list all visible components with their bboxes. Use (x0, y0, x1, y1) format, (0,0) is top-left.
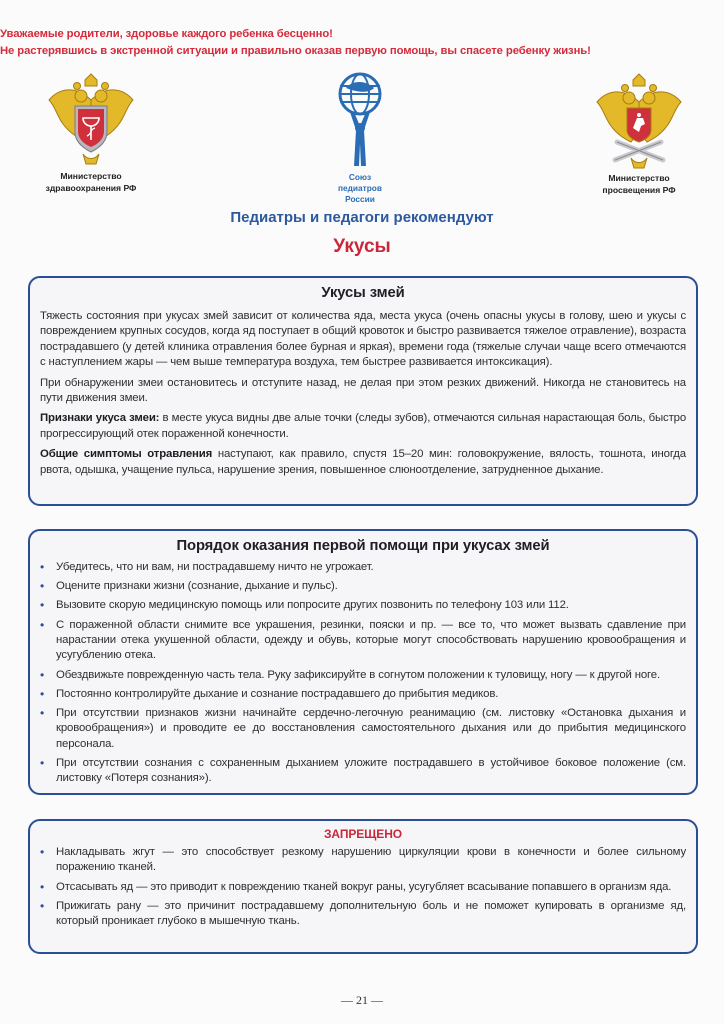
list-item: • Вызовите скорую медицинскую помощь или попросите других позвонить по телефону 103 или 112. (40, 598, 686, 613)
list-item: • Накладывать жгут — это способствует резкому нарушению циркуляции крови в конечности и более сильному поражению тканей. (40, 845, 686, 876)
list-item: • Обездвижьте поврежденную часть тела. Руку зафиксируйте в согнутом положении к туловищу, ногу — к другой ноге. (40, 668, 686, 683)
list-item: • С пораженной области снимите все украшения, резинки, пояски и пр. — все то, что может вызвать сдавление при нарастании отека укушенной области, одежду и обувь, которые могут способствовать нарушению кровообращения и усугублению отека. (40, 618, 686, 664)
list-item: • Убедитесь, что ни вам, ни пострадавшему ничто не угрожает. (40, 560, 686, 575)
logo-ministry-education (573, 72, 705, 196)
first-aid-section (28, 529, 698, 795)
forbidden-list (30, 845, 696, 930)
logo-ministry-health (25, 70, 157, 194)
logo-caption-ministry-education-2: просвещения РФ (602, 185, 676, 195)
logo-caption-union-2: педиатров (338, 183, 382, 193)
logo-caption-union-3: России (345, 194, 375, 204)
page-subtitle: Педиатры и педагоги рекомендуют (230, 209, 494, 226)
logo-caption-ministry-education-1: Министерство (608, 173, 670, 183)
snake-bites-title: Укусы змей (321, 285, 405, 301)
logo-caption-ministry-health-2: здравоохранения РФ (45, 183, 137, 193)
bite-signs-paragraph (30, 411, 696, 442)
snake-encounter-paragraph: При обнаружении змеи остановитесь и отступите назад, не делая при этом резких движений. Никогда не становитесь на пути движения змеи. (40, 376, 686, 405)
poisoning-symptoms-text: наступают, как правило, спустя 15–20 мин: головокружение, вялость, тошнота, иногда рвота, одышка, учащение пульса, нарушение зрения, повышенное слюноотделение, затрудненное дыхание. (40, 448, 686, 476)
bite-signs-label: Признаки укуса змеи: (40, 412, 160, 425)
list-item: • При отсутствии сознания с сохраненным дыханием уложите пострадавшего в устойчивое боковое положение (см. листовку «Потеря сознания»). (40, 756, 686, 787)
list-item: • Оцените признаки жизни (сознание, дыхание и пульс). (40, 579, 686, 594)
bite-signs-text: в месте укуса видны две алые точки (следы зубов), отмечаются сильная нарастающая боль, быстро прогрессирующий отек пораженной конечности. (40, 412, 687, 440)
header-appeal-line-1: Уважаемые родители, здоровье каждого ребенка бесценно! (0, 28, 333, 40)
first-aid-list (30, 560, 696, 787)
poisoning-symptoms-label: Общие симптомы отравления (40, 448, 213, 461)
list-item: • При отсутствии признаков жизни начинайте сердечно-легочную реанимацию (см. листовку «Остановка дыхания и кровообращения») и проводите ее до восстановления самостоятельного дыхания или до прибытия медицинского персонала. (40, 706, 686, 752)
list-item: • Постоянно контролируйте дыхание и сознание пострадавшего до прибытия медиков. (40, 687, 686, 702)
page-number: — 21 — (341, 993, 383, 1007)
first-aid-title: Порядок оказания первой помощи при укусах змей (176, 538, 550, 554)
logo-pediatricians-union (317, 70, 403, 205)
poisoning-symptoms-paragraph (30, 447, 696, 478)
page-title: Укусы (333, 236, 391, 257)
ministry-health-emblem-icon (25, 70, 157, 170)
snake-bites-severity-paragraph: Тяжесть состояния при укусах змей зависит от количества яда, места укуса (очень опасны укусы в голову, шею и укусы с повреждением крупных сосудов, когда яд поступает в общий кровоток и быстро развивается тяжелое отравление), возраста пострадавшего (у детей клиника отравления более бурная и яркая), времени года (тяжелые случаи чаще всего отмечаются с наступлением жары — чем выше температура воздуха, тем быстрее развивается интоксикация). (40, 310, 686, 369)
snake-bites-section (28, 276, 698, 506)
list-item: • Прижигать рану — это причинит пострадавшему дополнительную боль и не поможет купировать в организме яд, который проникает глубоко в мышечную ткань. (40, 899, 686, 930)
forbidden-title: ЗАПРЕЩЕНО (324, 827, 402, 841)
list-item: • Отсасывать яд — это приводит к повреждению тканей вокруг раны, усугубляет всасывание попавшего в организм яда. (40, 880, 686, 895)
logo-caption-union-1: Союз (348, 172, 372, 182)
header-appeal-line-2: Не растерявшись в экстренной ситуации и правильно оказав первую помощь, вы спасете ребенку жизнь! (0, 45, 591, 57)
pediatricians-union-globe-icon (317, 70, 403, 172)
logo-caption-ministry-health-1: Министерство (60, 171, 122, 181)
ministry-education-emblem-icon (573, 72, 705, 172)
forbidden-section (28, 819, 698, 954)
